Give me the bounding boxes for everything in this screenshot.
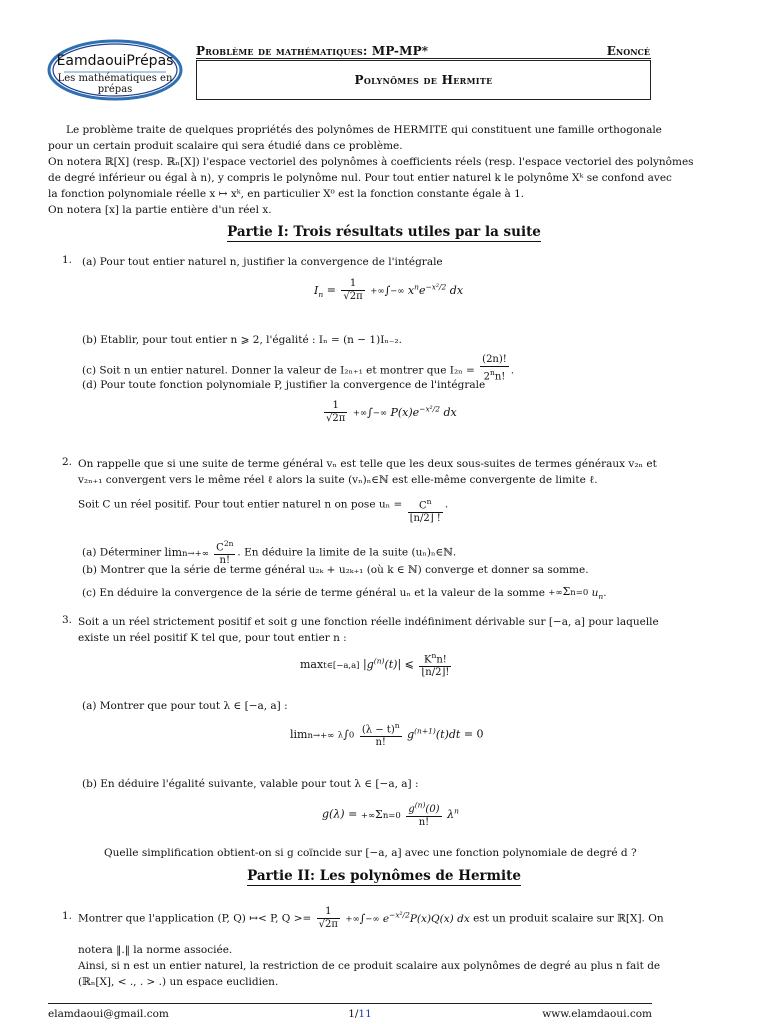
q2-number: 2. [62, 456, 73, 468]
page-number [330, 1008, 390, 1020]
logo-tagline: Les mathématiques en prépas [57, 73, 173, 95]
intro-line-6: On notera [x] la partie entière d'un réel x. [48, 204, 272, 216]
limit-integral: limn→+∞ λ∫0 $\frac{(\lambda - t)^n}{n!}$ $g^{(n+1)}(t)dt = 0$ [290, 721, 484, 749]
q1c-text: (c) Soit n un entier naturel. Donner la valeur de I₂ₙ₊₁ et montrer que I₂ₙ = $\frac{(2n)!}{2^nn!}$ . [82, 354, 515, 383]
footer-website[interactable]: www.elamdaoui.com [542, 1008, 652, 1020]
q3-number: 3. [62, 614, 73, 626]
q2b-text: (b) Montrer que la série de terme général u₂ₖ + u₂ₖ₊₁ (où k ∈ ℕ) converge et donner sa somme. [82, 564, 589, 576]
bound-formula: maxt∈[−a,a] $|g^{(n)}(t)|$ ⩽ $\frac{K^nn!}{⌊n/2⌋!}$ [300, 651, 450, 679]
problem-label: Problème de mathématiques: MP-MP* [196, 44, 429, 58]
p2q1-line-2: notera ‖.‖ la norme associée. [78, 944, 233, 956]
q2-line-3: Soit C un réel positif. Pour tout entier naturel n on pose uₙ = $\frac{C^n}{⌊n/2⌋ !}$ . [78, 497, 449, 525]
p2q1-line-3: Ainsi, si n est un entier naturel, la restriction de ce produit scalaire aux polynômes de degré au plus n fait de [78, 960, 661, 972]
p2q1-number: 1. [62, 910, 73, 922]
page-separator: / [354, 1008, 359, 1020]
footer-rule [48, 1003, 652, 1004]
part2-title-text: Partie II: Les polynômes de Hermite [247, 868, 521, 884]
q2c-text: (c) En déduire la convergence de la série de terme général uₙ et la valeur de la somme +∞Σn=0 $u_n$. [82, 585, 607, 602]
page-current: 1 [348, 1008, 355, 1020]
part1-title [0, 224, 768, 240]
q2c-body: (c) En déduire la convergence de la série de terme général uₙ et la valeur de la somme [82, 587, 545, 599]
intro-line-5: la fonction polynomiale réelle x ↦ xᵏ, en particulier X⁰ est la fonction constante égale à 1. [48, 188, 525, 200]
intro-line-1: Le problème traite de quelques propriétés des polynômes de HERMITE qui constituent une famille orthogonale [66, 124, 662, 136]
q1a-text: (a) Pour tout entier naturel n, justifier la convergence de l'intégrale [82, 256, 443, 268]
taylor-series: g(λ) = +∞Σn=0 $\frac{g^{(n)}(0)}{n!}$ $\lambda^n$ [322, 801, 459, 829]
q1c-body: (c) Soit n un entier naturel. Donner la valeur de I₂ₙ₊₁ et montrer que I₂ₙ = [82, 364, 475, 377]
q1-number: 1. [62, 254, 73, 266]
p2q1-post: est un produit scalaire sur ℝ[X]. On [473, 912, 664, 925]
q3b-text: (b) En déduire l'égalité suivante, valable pour tout λ ∈ [−a, a] : [82, 778, 419, 790]
logo [46, 38, 184, 102]
intro-line-2: pour un certain produit scalaire qui sera étudié dans ce problème. [48, 140, 403, 152]
q2-line-1: On rappelle que si une suite de terme général vₙ est telle que les deux sous-suites de termes généraux v₂ₙ et [78, 458, 657, 470]
q2a-pre: (a) Déterminer [82, 546, 162, 559]
q2a-post: . En déduire la limite de la suite (uₙ)ₙ∈ℕ. [237, 546, 457, 559]
part1-title-text: Partie I: Trois résultats utiles par la suite [227, 224, 541, 240]
q3a-text: (a) Montrer que pour tout λ ∈ [−a, a] : [82, 700, 288, 712]
q1d-text: (d) Pour toute fonction polynomiale P, justifier la convergence de l'intégrale [82, 379, 486, 391]
q3-question: Quelle simplification obtient-on si g coïncide sur [−a, a] avec une fonction polynomiale de degré d ? [104, 847, 637, 859]
intro-line-3: On notera ℝ[X] (resp. ℝₙ[X]) l'espace vectoriel des polynômes à coefficients réels (resp. l'espace vectoriel des polynômes [48, 156, 694, 168]
intro-line-4: de degré inférieur ou égal à n), y compris le polynôme nul. Pour tout entier naturel k le polynôme Xᵏ se confond avec [48, 172, 672, 184]
page-total-link[interactable]: 11 [358, 1008, 372, 1020]
q2-line-2: v₂ₙ₊₁ convergent vers le même réel ℓ alors la suite (vₙ)ₙ∈ℕ est elle-même convergente de limite ℓ. [78, 474, 598, 486]
p2q1-line-4: (ℝₙ[X], < ., . > .) un espace euclidien. [78, 976, 279, 988]
p2q1-pre: Montrer que l'application (P, Q) ↦< P, Q >= [78, 912, 312, 925]
q2a-text: (a) Déterminer limn→+∞ $\frac{C^{2n}}{n!}$ . En déduire la limite de la suite (uₙ)ₙ∈ℕ. [82, 539, 457, 567]
q1b-text: (b) Etablir, pour tout entier n ⩾ 2, l'égalité : Iₙ = (n − 1)Iₙ₋₂. [82, 334, 402, 346]
footer-email[interactable]: elamdaoui@gmail.com [48, 1008, 169, 1020]
header-rule [196, 58, 651, 59]
integral-P: $\frac{1}{√2\pi}$ +∞∫−∞ $P(x)e^{-x^2/2}$ dx [326, 400, 457, 424]
title-box [196, 60, 651, 100]
q3-line-1: Soit a un réel strictement positif et soit g une fonction réelle indéfiniment dérivable sur [−a, a] pour laquelle [78, 616, 659, 628]
q2-line-3-text: Soit C un réel positif. Pour tout entier naturel n on pose uₙ = [78, 498, 403, 511]
p2q1-line-1: Montrer que l'application (P, Q) ↦< P, Q >= $\frac{1}{√2\pi}$ +∞∫−∞ $e^{-x^2/2}P(x)Q(x)$ dx est un produit scalaire sur ℝ[X]. On [78, 906, 664, 930]
header-right-label: Enoncé [606, 44, 650, 58]
page-title: Polynômes de Hermite [354, 73, 493, 87]
logo-name: EamdaouiPrépas [56, 53, 174, 69]
part2-title [0, 868, 768, 884]
integral-In: $I_n$ = $\frac{1}{√2\pi}$ +∞∫−∞ $x^ne^{-x^2/2}$ dx [314, 278, 464, 302]
q3-line-2: existe un réel positif K tel que, pour tout entier n : [78, 632, 347, 644]
